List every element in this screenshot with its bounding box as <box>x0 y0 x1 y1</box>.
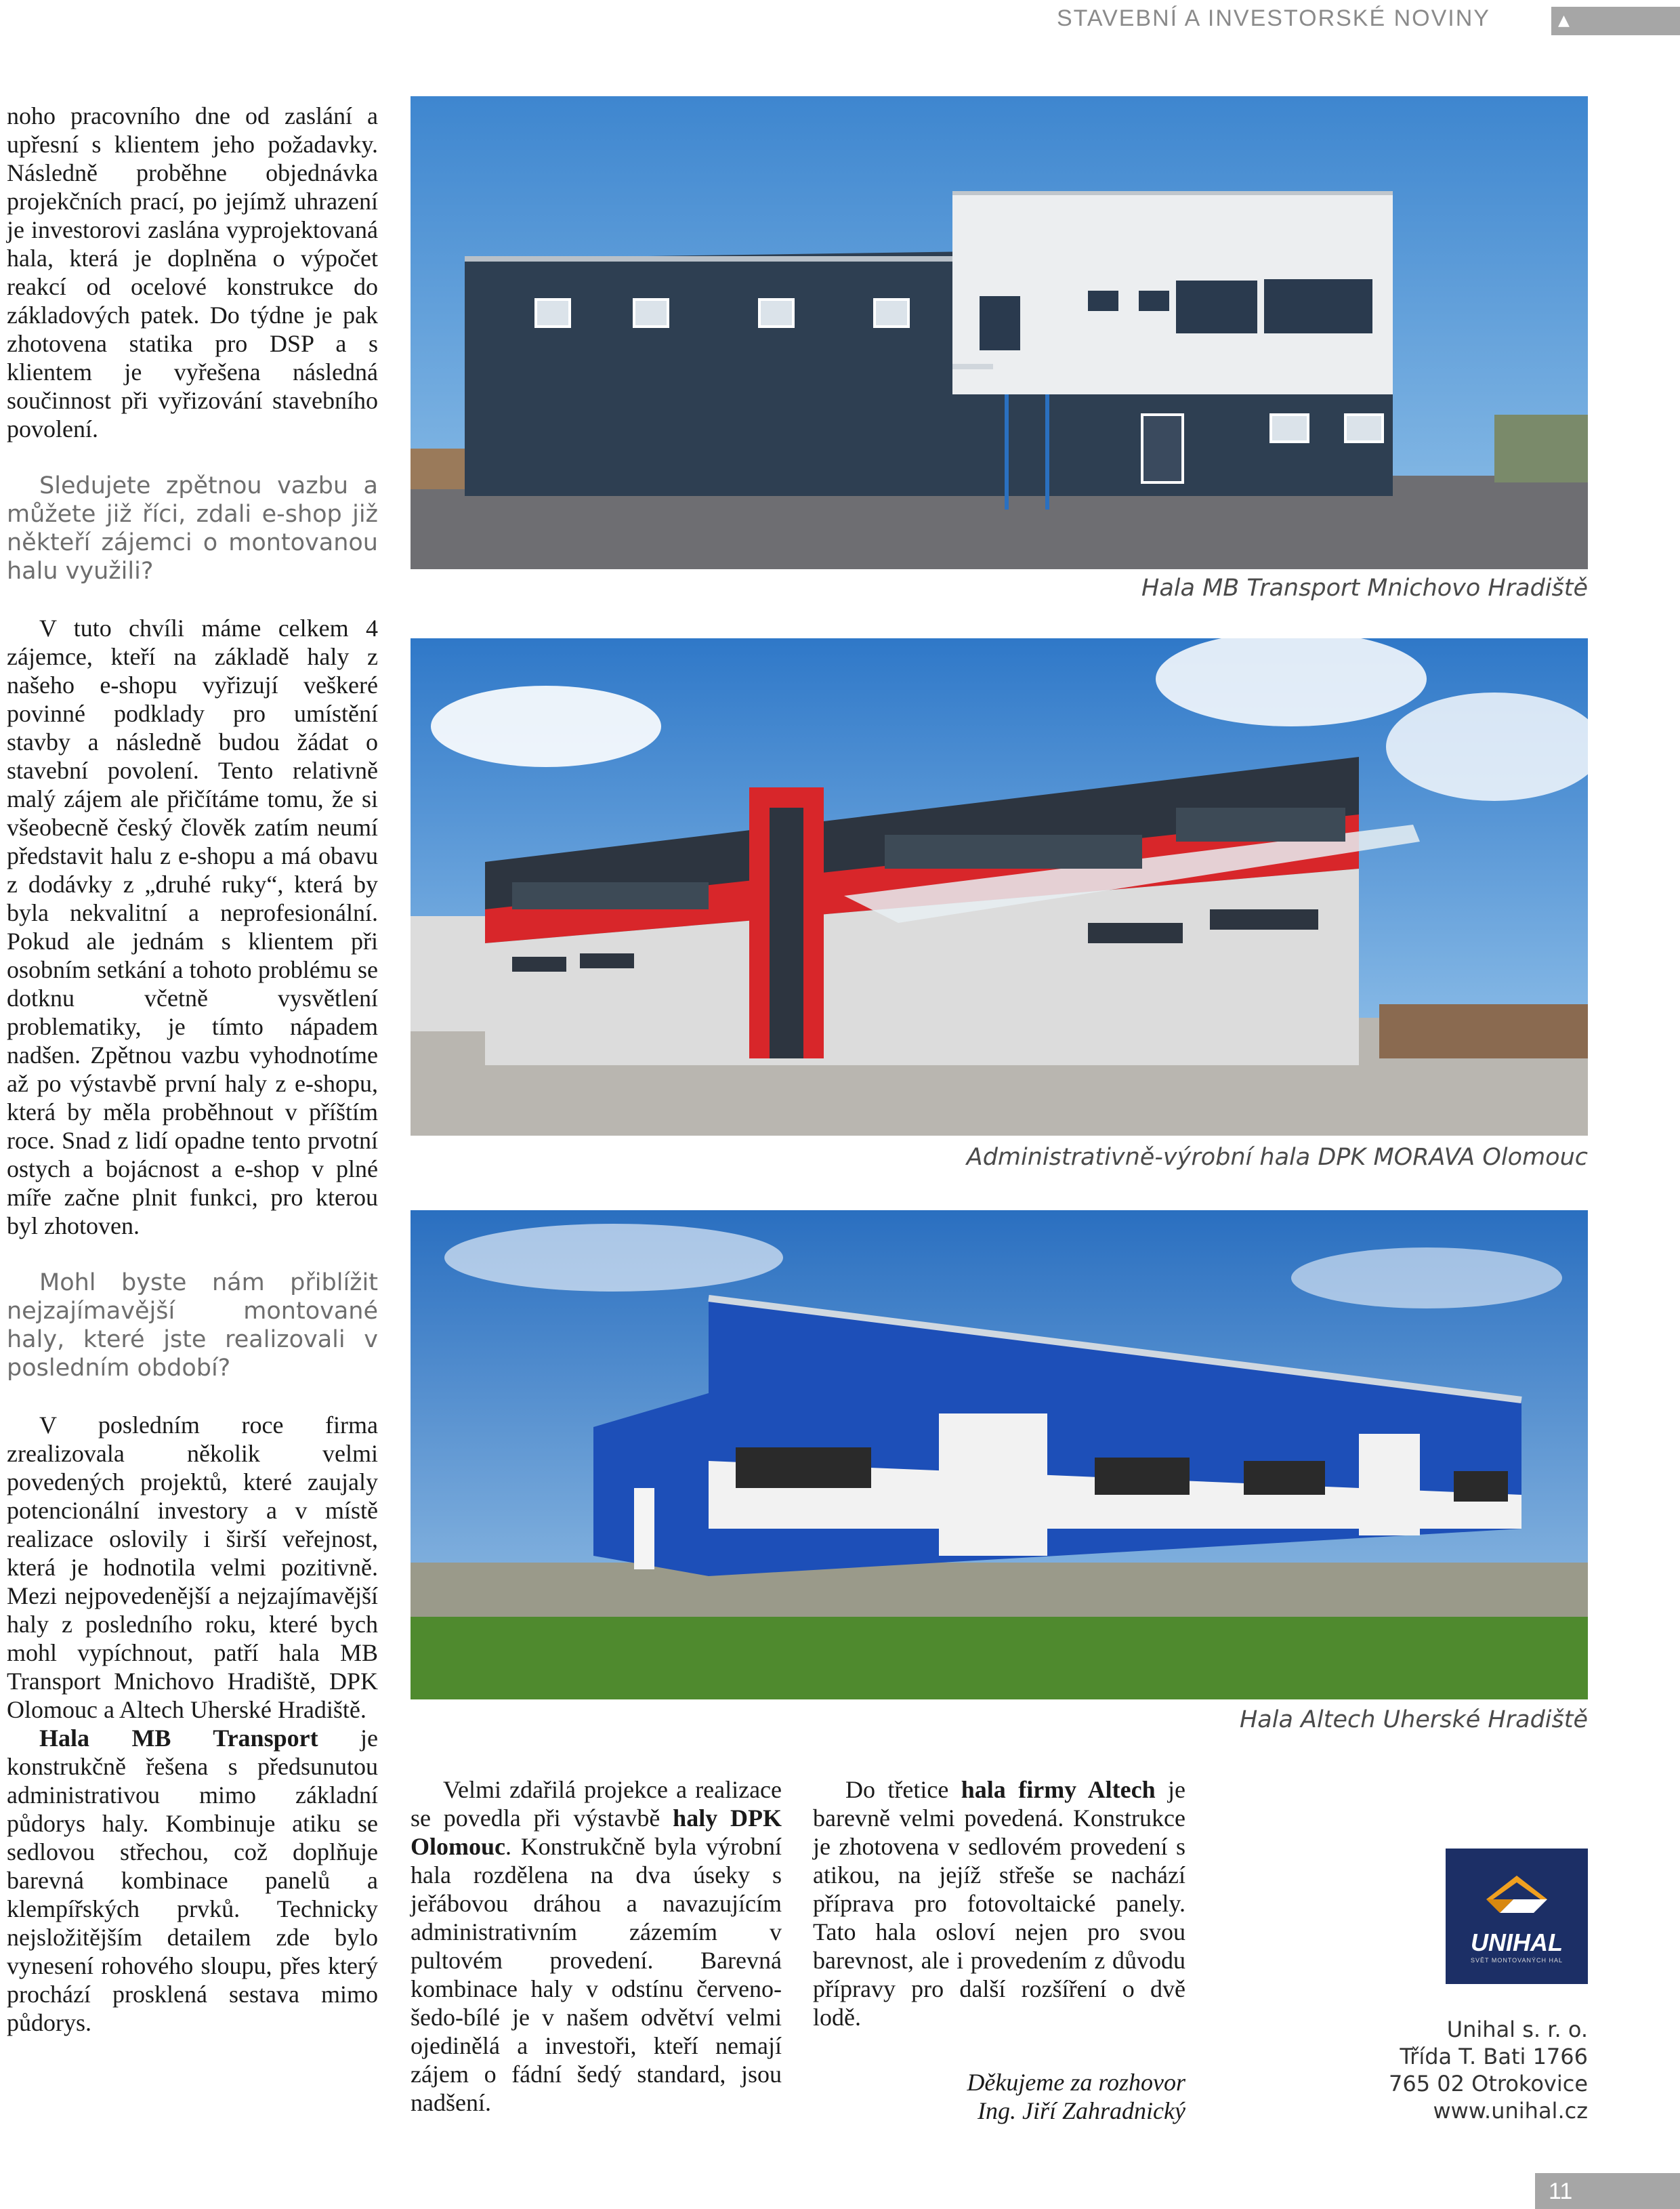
paragraph: noho pracovního dne od zaslání a upřesní s klientem jeho požadavky. Následně proběhne objednávka projekčních prací, po jejímž uhrazení je investorovi zaslána vyprojektovaná hala, která je doplněna o výpočet reakcí od ocelové konstrukce do základových patek. Do týdne je pak zhotovena statika pro DSP a s klientem je vyřešena následná součinnost při vyřizování stavebního povolení. <box>7 102 378 442</box>
interview-question: Mohl byste nám přiblížit nejzajímavější montované haly, které jste realizovali v posledním období? <box>7 1269 378 1382</box>
photo-caption: Administrativně-výrobní hala DPK MORAVA Olomouc <box>966 1144 1588 1171</box>
website-link[interactable]: www.unihal.cz <box>1433 2098 1588 2124</box>
bold-phrase: hala firmy Altech <box>961 1776 1156 1803</box>
bold-phrase: Hala MB Transport <box>39 1725 318 1752</box>
paragraph <box>7 1724 378 2037</box>
closing-thanks <box>813 2068 1185 2125</box>
photo-hall-mb-transport <box>411 96 1588 569</box>
company-address <box>1287 2016 1588 2124</box>
company-name: Unihal s. r. o. <box>1446 2017 1588 2042</box>
right-column <box>813 1775 1185 2031</box>
thanks-line: Děkujeme za rozhovor <box>967 2069 1185 2096</box>
text-run: Do třetice <box>845 1776 961 1803</box>
city: 765 02 Otrokovice <box>1389 2071 1588 2097</box>
street: Třída T. Bati 1766 <box>1400 2044 1588 2069</box>
photo-caption: Hala MB Transport Mnichovo Hradiště <box>1141 575 1588 602</box>
photo-caption: Hala Altech Uherské Hradiště <box>1239 1706 1588 1733</box>
photo-hall-dpk-olomouc <box>411 638 1588 1136</box>
paragraph <box>411 1775 782 2117</box>
running-header: STAVEBNÍ A INVESTORSKÉ NOVINY <box>1057 5 1490 31</box>
text-run: je barevně velmi povedená. Konstrukce je zhotovena v sedlovém provedení s atikou, na jejíž střeše se nachází příprava pro fotovoltaické panely. Tato hala osloví nejen pro svou barevnost, ale i provedením z důvodu přípravy pro další rozšíření o dvě lodě. <box>813 1776 1185 2031</box>
logo-tagline: SVĚT MONTOVANÝCH HAL <box>1470 1957 1563 1964</box>
paragraph <box>813 1775 1185 2031</box>
paragraph: V posledním roce firma zrealizovala několik velmi povedených projektů, které zaujaly potencionální investory a v místě realizace oslovily i širší veřejnost, která je hodnotila velmi pozitivně. Mezi nejpovedenější a nejzajímavější haly z posledního roku, které bych mohl vypíchnout, patří hala MB Transport Mnichovo Hradiště, DPK Olomouc a Altech Uherské Hradiště. <box>7 1411 378 1723</box>
unihal-logo <box>1446 1849 1588 1984</box>
middle-column <box>411 1775 782 2117</box>
text-run: . Konstrukčně byla výrobní hala rozdělena na dva úseky s jeřábovou dráhou a navazujícím administrativním zázemím v pultovém provedení. Barevná kombinace haly v odstínu červeno-šedo-bílé je v našem odvětví velmi ojedinělá a investoři, kteří nemají zájem o fádní šedý standard, jsou nadšení. <box>411 1833 782 2116</box>
bold-phrase: haly DPK Olomouc <box>411 1804 782 1860</box>
text-run: Velmi zdařilá projekce a realizace se povedla při výstavbě <box>411 1776 782 1832</box>
interviewer-name: Ing. Jiří Zahradnický <box>978 2097 1185 2124</box>
interview-question: Sledujete zpětnou vazbu a můžete již říci, zdali e-shop již někteří zájemci o montovanou halu využili? <box>7 472 378 585</box>
left-column <box>7 102 378 2037</box>
triangle-up-icon: ▲ <box>1558 12 1570 29</box>
photo-hall-altech <box>411 1210 1588 1699</box>
page-number: 11 <box>1549 2179 1573 2204</box>
text-run: je konstrukčně řešena s předsunutou administrativou mimo základní půdorys haly. Kombinuje atiku se sedlovou střechou, což doplňuje barevná kombinace panelů a klempířských prvků. Technicky nejsložitějším detailem zde bylo vynesení rohového sloupu, přes který prochází prosklená sestava mimo půdorys. <box>7 1725 379 2036</box>
paragraph: V tuto chvíli máme celkem 4 zájemce, kteří na základě haly z našeho e-shopu vyřizují veškeré povinné podklady pro umístění stavby a následně budou žádat o stavební povolení. Tento relativně malý zájem ale přičítáme tomu, že si všeobecně český člověk zatím neumí představit halu z e-shopu a má obavu z dodávky z „druhé ruky“, která by byla nekvalitní a neprofesionální. Pokud ale jednám s klientem při osobním setkání a tohoto problému se dotknu včetně vysvětlení problematiky, je tímto nápadem nadšen. Zpětnou vazbu vyhodnotíme až po výstavbě první haly z e-shopu, která by měla proběhnout v příštím roce. Snad z lidí opadne tento prvotní ostych a bojácnost a e-shop v plné míře začne plnit funkci, pro kterou byl zhotoven. <box>7 615 378 1239</box>
house-roof-logo-icon <box>1446 1849 1588 1930</box>
page-number-box <box>1535 2173 1680 2209</box>
logo-wordmark: UNIHAL <box>1471 1928 1563 1956</box>
